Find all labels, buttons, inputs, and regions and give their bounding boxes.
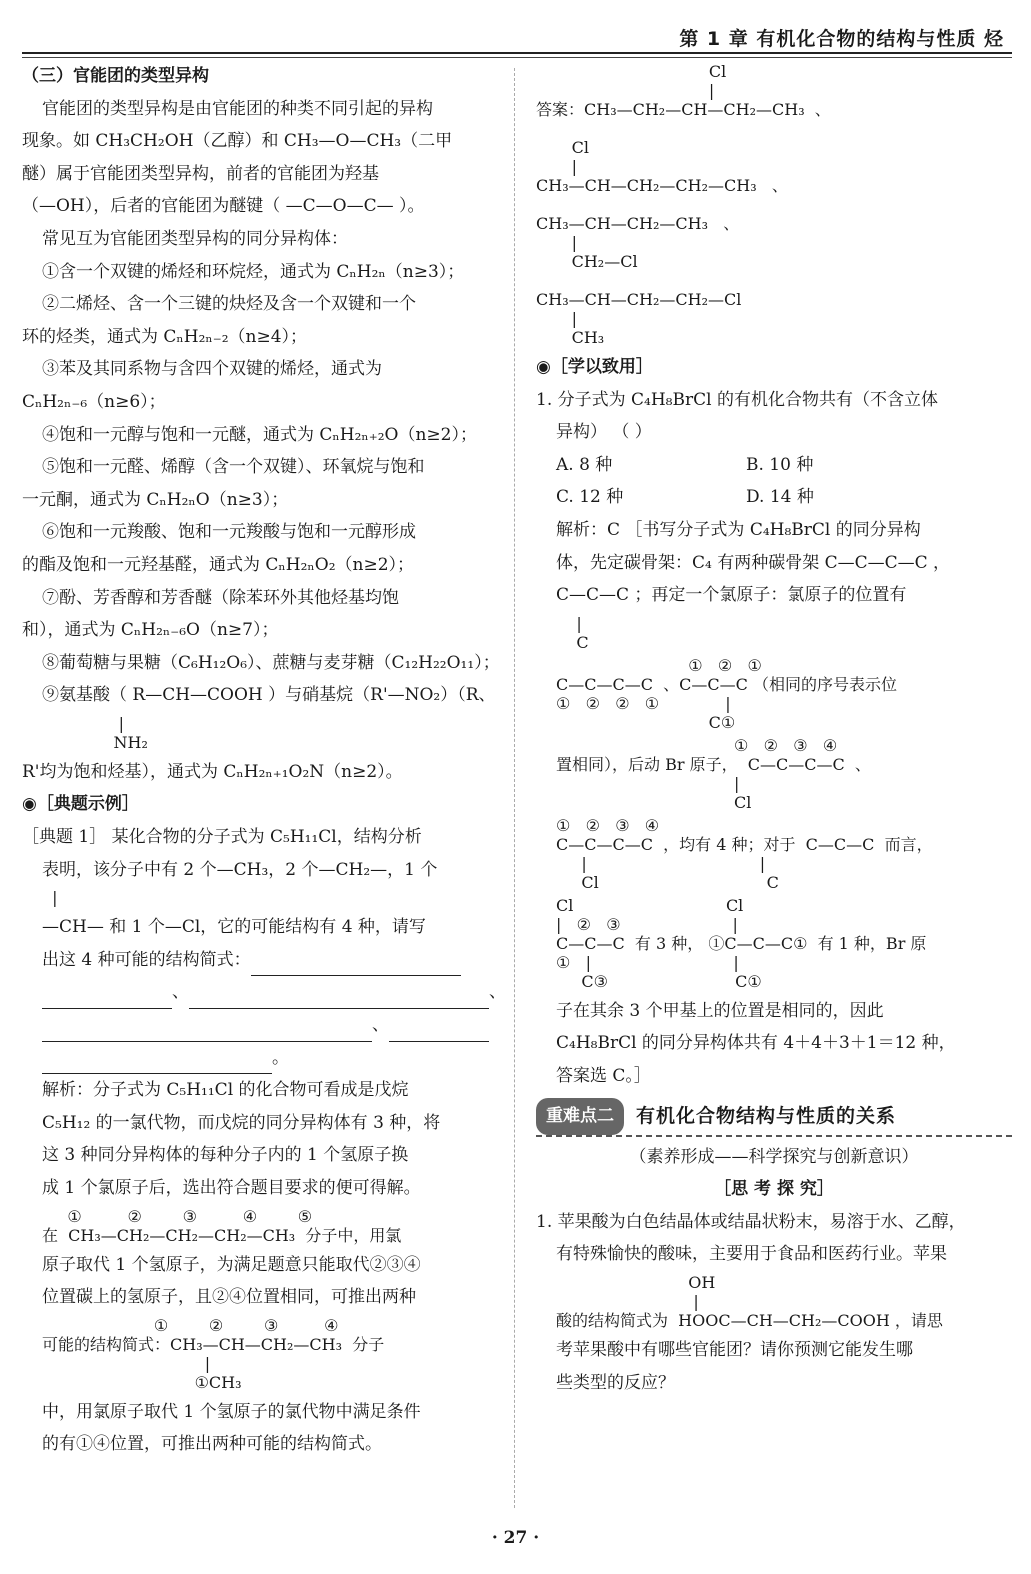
chapter-title: 第 1 章 有机化合物的结构与性质 烃 <box>679 28 1004 50</box>
text-line: ⑨氨基酸（ R—CH—COOH ）与硝基烷（R'—NO₂）（R、 <box>42 685 496 706</box>
question-line: 有特殊愉快的酸味，主要用于食品和医药行业。苹果 <box>556 1244 947 1265</box>
question-line: 异构） （ ） <box>556 422 652 443</box>
text-line: ⑧葡萄糖与果糖（C₆H₁₂O₆）、蔗糖与麦芽糖（C₁₂H₂₂O₁₁）； <box>42 652 500 673</box>
pentane-structure: ① ② ③ ④ ⑤ 在 CH₃—CH₂—CH₂—CH₂—CH₃ 分子中，用氯 <box>42 1206 402 1245</box>
text-line: —CH— 和 1 个—Cl，它的可能结构有 4 种，请写 <box>42 917 426 938</box>
question-line: 考苹果酸中有哪些官能团？请你预测它能发生哪 <box>556 1339 913 1360</box>
text-line: 的有①④位置，可推出两种可能的结构简式。 <box>42 1434 382 1455</box>
chlorine-positions-structure: ① ② ① C—C—C—C 、C—C—C （相同的序号表示位 ① ② ② ① | C① <box>556 655 897 732</box>
page-header <box>22 22 1012 54</box>
text-fragment: 出这 4 种可能的结构简式： <box>42 949 251 970</box>
text-line: C₅H₁₂ 的一氯代物，而戊烷的同分异构体有 3 种，将 <box>42 1112 441 1133</box>
left-column <box>22 60 506 1461</box>
skeleton-branch: | C <box>576 613 589 652</box>
text-line: ［典题 1］ 某化合物的分子式为 C₅H₁₁Cl，结构分析 <box>22 827 422 848</box>
option-c: C. 12 种 <box>556 487 624 508</box>
page-number: · 27 · <box>491 1528 540 1548</box>
answer-blank <box>389 1021 489 1042</box>
answer-blank <box>42 1021 372 1042</box>
subtitle: （素养形成——科学探究与创新意识） <box>629 1146 919 1167</box>
text-line: 常见互为官能团类型异构的同分异构体： <box>42 228 348 249</box>
column-divider <box>514 68 515 1508</box>
text-line: ③苯及其同系物与含四个双键的烯烃，通式为 <box>42 359 382 380</box>
options-row <box>536 481 1012 514</box>
text-line: ⑥饱和一元羧酸、饱和一元羧酸与饱和一元醇形成 <box>42 522 416 543</box>
answer-blank-line: 、 、 <box>22 976 497 1009</box>
text-line: ④饱和一元醇与饱和一元醚，通式为 CₙH₂ₙ₊₂O（n≥2）； <box>42 424 477 445</box>
right-column <box>536 60 1012 1399</box>
question-line: 些类型的反应？ <box>556 1372 675 1393</box>
text-line: 解析：分子式为 C₅H₁₁Cl 的化合物可看成是戊烷 <box>42 1080 409 1101</box>
bromine-positions-structure-1: ① ② ③ ④ 置相同），后动 Br 原子， C—C—C—C 、 | Cl <box>556 735 871 812</box>
text-line: 一元酮，通式为 CₙH₂ₙO（n≥3）； <box>22 489 289 510</box>
text-line: 环的烃类，通式为 CₙH₂ₙ₋₂（n≥4）； <box>22 326 308 347</box>
think-title: ［思 考 探 究］ <box>714 1179 834 1200</box>
header-rule <box>22 57 1012 58</box>
isopentane-structure: ① ② ③ ④ 可能的结构简式：CH₃—CH—CH₂—CH₃ 分子 | ①CH₃ <box>42 1315 385 1392</box>
text-line: ⑤饱和一元醛、烯醇（含一个双键）、环氧烷与饱和 <box>42 457 425 478</box>
answer-blank <box>42 988 172 1009</box>
option-a: A. 8 种 <box>556 454 613 475</box>
banner-title: 有机化合物结构与性质的关系 <box>636 1105 897 1128</box>
example-section-heading: ◉［典题示例］ <box>22 794 139 815</box>
options-row <box>536 449 1012 482</box>
amino-acid-structure: | NH₂ <box>113 713 148 752</box>
text-line: 官能团的类型异构是由官能团的种类不同引起的异构 <box>42 98 433 119</box>
text-line: 子在其余 3 个甲基上的位置是相同的，因此 <box>556 1000 884 1021</box>
banner-tag: 重难点二 <box>536 1098 624 1135</box>
question-line: 1. 苹果酸为白色结晶体或结晶状粉末，易溶于水、乙醇， <box>536 1211 966 1232</box>
text-line: （—OH），后者的官能团为醚键（ —C—O—C— ）。 <box>22 196 425 217</box>
bromine-positions-structure-3: Cl Cl | ② ③ | C—C—C 有 3 种， ①C—C—C① 有 1 种，Br 原 ① | | C③ C① <box>556 895 927 991</box>
option-b: B. 10 种 <box>746 454 814 475</box>
text-line: C₄H₈BrCl 的同分异构体共有 4＋4＋3＋1＝12 种， <box>556 1033 956 1054</box>
text-line: 成 1 个氯原子后，选出符合题目要求的便可得解。 <box>42 1178 421 1198</box>
text-line: 和），通式为 CₙH₂ₙ₋₆O（n≥7）； <box>22 620 279 641</box>
text-line: 现象。如 CH₃CH₂OH（乙醇）和 CH₃—O—CH₃（二甲 <box>22 131 453 152</box>
text-line: 表明，该分子中有 2 个—CH₃，2 个—CH₂—，1 个 <box>42 859 438 880</box>
text-line: 解析：C ［书写分子式为 C₄H₈BrCl 的同分异构 <box>556 519 921 540</box>
key-point-banner <box>536 1099 1012 1137</box>
text-line: 体，先定碳骨架：C₄ 有两种碳骨架 C—C—C—C ， <box>556 552 951 573</box>
text-line: CₙH₂ₙ₋₆（n≥6）； <box>22 391 166 412</box>
answer-blank-line: 、 <box>22 1009 497 1042</box>
text-line: 答案选 C。］ <box>556 1065 651 1086</box>
text-line: 原子取代 1 个氢原子，为满足题意只能取代②③④ <box>42 1254 421 1275</box>
text-line: C—C—C ；再定一个氯原子：氯原子的位置有 <box>556 585 907 606</box>
answer-blank <box>189 988 489 1009</box>
section-heading: （三）官能团的类型异构 <box>22 66 209 86</box>
answer-blank <box>42 1053 272 1074</box>
ch-bond-marker: | <box>42 888 58 908</box>
text-line: ⑦酚、芳香醇和芳香醚（除苯环外其他烃基均饱 <box>42 587 399 608</box>
answer-blank <box>251 955 461 976</box>
text-line: 醚）属于官能团类型异构，前者的官能团为羟基 <box>22 163 379 184</box>
text-line: ②二烯烃、含一个三键的炔烃及含一个双键和一个 <box>42 294 416 315</box>
answer-blank-line: 。 <box>22 1042 497 1075</box>
apply-section-heading: ◉［学以致用］ <box>536 357 653 377</box>
text-line: 这 3 种同分异构体的每种分子内的 1 个氢原子换 <box>42 1145 409 1166</box>
question-line: 1. 分子式为 C₄H₈BrCl 的有机化合物共有（不含立体 <box>536 389 938 410</box>
text-line <box>22 944 497 977</box>
option-d: D. 14 种 <box>746 487 814 508</box>
text-line: R'均为饱和烃基），通式为 CₙH₂ₙ₊₁O₂N（n≥2）。 <box>22 761 403 782</box>
text-line: 的酯及饱和一元羟基醛，通式为 CₙH₂ₙO₂（n≥2）； <box>22 554 415 575</box>
text-line: ①含一个双键的烯烃和环烷烃，通式为 CₙH₂ₙ（n≥3）； <box>42 261 465 282</box>
answer-structures: Cl | 答案：CH₃—CH₂—CH—CH₂—CH₃ 、 Cl | CH₃—CH—CH₂—CH₂—CH₃ 、 CH₃—CH—CH₂—CH₃ 、 | CH₂—Cl CH₃—CH—CH₂—CH₂—Cl | CH₃ <box>536 62 831 347</box>
malic-acid-structure: OH | 酸的结构简式为 HOOC—CH—CH₂—COOH ，请思 <box>556 1272 943 1330</box>
bromine-positions-structure-2: ① ② ③ ④ C—C—C—C ，均有 4 种；对于 C—C—C 而言， | | Cl C <box>556 815 933 892</box>
text-line: 位置碳上的氢原子，且②④位置相同，可推出两种 <box>42 1287 416 1308</box>
text-line: 中，用氯原子取代 1 个氢原子的氯代物中满足条件 <box>42 1401 421 1422</box>
